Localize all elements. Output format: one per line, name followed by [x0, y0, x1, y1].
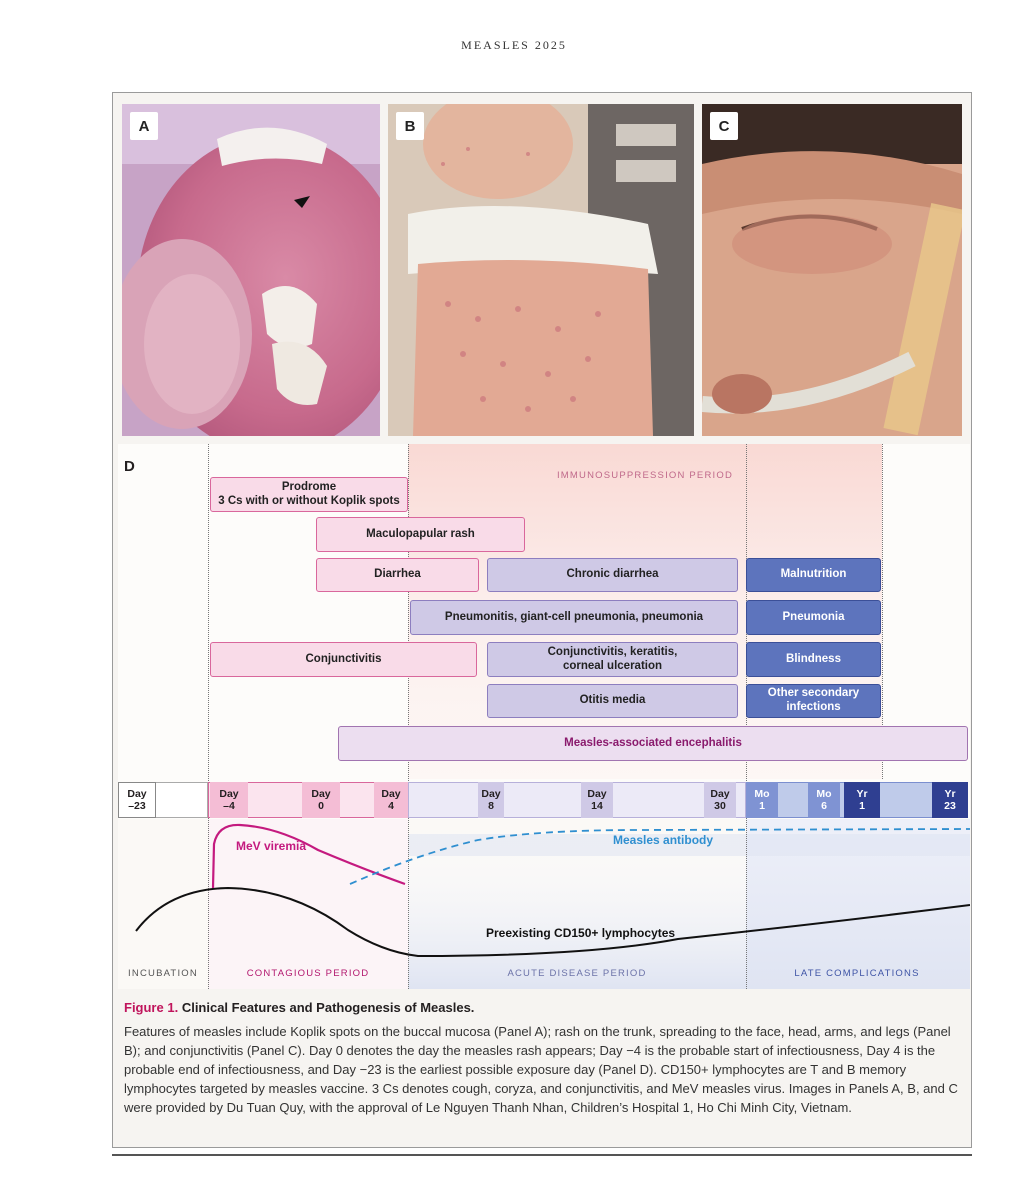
prodrome-bar: Prodrome 3 Cs with or without Koplik spots — [210, 477, 408, 512]
period-acute: ACUTE DISEASE PERIOD — [507, 968, 647, 979]
period-late: LATE COMPLICATIONS — [794, 968, 920, 979]
chronic-diarrhea-bar: Chronic diarrhea — [487, 558, 738, 592]
mark-day-0: Day 0 — [302, 782, 340, 818]
running-header: MEASLES 2025 — [461, 38, 567, 52]
mark-mo-1: Mo 1 — [746, 782, 778, 818]
antibody-label: Measles antibody — [613, 833, 714, 847]
panel-d-label: D — [124, 458, 135, 475]
figure-caption-body: Features of measles include Koplik spots on the buccal mucosa (Panel A); rash on the trunk, spreading to the face, head, arms, and legs (Panel B); and conjunctivitis (Panel C). Day 0 denotes the day the measles rash appears; Day −4 is the probable start of infectiousness, Day 4 is the probable end of infectiousness, and Day −23 is the earliest possible exposure day (Panel D). CD150+ lymphocytes are T and B memory lymphocytes targeted by measles vaccine. 3 Cs denotes cough, coryza, and conjunctivitis, and MeV measles virus. Images in Panels A, B, and C were provided by Du Tuan Quy, with the approval of Le Nguyen Thanh Nhan, Children’s Hospital 1, Ho Chi Minh City, Vietnam. — [124, 1024, 958, 1115]
mouth-photo-illustration — [122, 104, 380, 436]
figure-title: Clinical Features and Pathogenesis of Measles. — [181, 1000, 475, 1015]
mark-day-14: Day 14 — [581, 782, 613, 818]
trunk-rash-photo-illustration — [388, 104, 694, 436]
mark-day-m4: Day –4 — [210, 782, 248, 818]
diarrhea-bar: Diarrhea — [316, 558, 479, 592]
maculopapular-rash-bar: Maculopapular rash — [316, 517, 525, 552]
panel-b-photo — [388, 104, 694, 436]
mark-day-4: Day 4 — [374, 782, 408, 818]
mark-mo-6: Mo 6 — [808, 782, 840, 818]
mark-day-30: Day 30 — [704, 782, 736, 818]
conjunctivitis-bar: Conjunctivitis — [210, 642, 477, 677]
panel-d-timeline — [118, 444, 970, 989]
mark-yr-23: Yr 23 — [932, 782, 968, 818]
pathogenesis-curves — [118, 444, 970, 989]
encephalitis-bar: Measles-associated encephalitis — [338, 726, 968, 761]
panel-b-label: B — [396, 112, 424, 140]
figure-number: Figure 1. — [124, 1000, 179, 1015]
conjunctivitis-photo-illustration — [702, 104, 962, 436]
malnutrition-bar: Malnutrition — [746, 558, 881, 592]
viremia-curve — [213, 825, 405, 888]
lymphocytes-label: Preexisting CD150+ lymphocytes — [486, 926, 676, 940]
otitis-media-bar: Otitis media — [487, 684, 738, 718]
immunosuppression-label: IMMUNOSUPPRESSION PERIOD — [556, 470, 734, 481]
period-incubation: INCUBATION — [128, 968, 198, 979]
panel-a-label: A — [130, 112, 158, 140]
panel-c-label: C — [710, 112, 738, 140]
conjunctivitis-keratitis-bar: Conjunctivitis, keratitis, corneal ulceration — [487, 642, 738, 677]
panel-a-photo — [122, 104, 380, 436]
mark-day-m23: Day –23 — [118, 782, 156, 818]
blindness-bar: Blindness — [746, 642, 881, 677]
period-contagious: CONTAGIOUS PERIOD — [246, 968, 370, 979]
figure-caption-title — [124, 1000, 474, 1015]
mark-day-8: Day 8 — [478, 782, 504, 818]
viremia-label: MeV viremia — [236, 839, 307, 853]
pneumonitis-bar: Pneumonitis, giant-cell pneumonia, pneumonia — [410, 600, 738, 635]
pneumonia-bar: Pneumonia — [746, 600, 881, 635]
bottom-rule — [112, 1154, 972, 1156]
lymphocyte-curve — [136, 888, 970, 956]
other-infections-bar: Other secondary infections — [746, 684, 881, 718]
panel-c-photo — [702, 104, 962, 436]
mark-yr-1: Yr 1 — [844, 782, 880, 818]
